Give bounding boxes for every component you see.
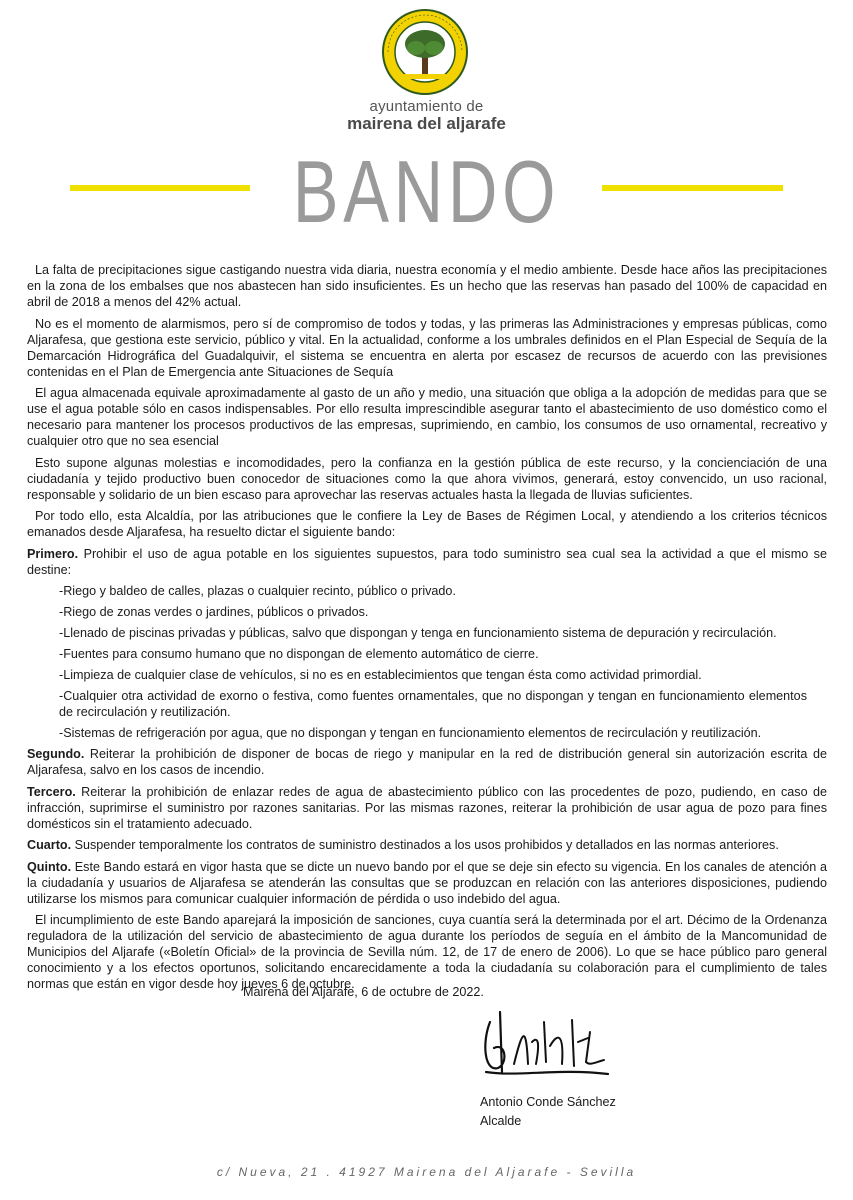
list-item: -Llenado de piscinas privadas y públicas, salvo que dispongan y tenga en funcionamiento sistema de depuración y recirculación. xyxy=(59,626,777,640)
article-label: Cuarto. xyxy=(27,838,72,852)
handwritten-signature xyxy=(478,1002,618,1087)
paragraph-4: Esto supone algunas molestias e incomodidades, pero la confianza en la gestión pública de este recurso, y la concienciación de una ciudadanía y tejido productivo buen conocedor de situaciones como la que ahora vivimos, generará, estoy convencido, un uso racional, responsable y solidario de un bien escaso para aprovechar las reservas actuales hasta la llegada de lluvias suficientes. xyxy=(27,455,827,502)
article-text: Reiterar la prohibición de disponer de bocas de riego y manipular en la red de distribución general sin autorización escrita de Aljarafesa, salvo en los casos de incendio. xyxy=(27,747,827,777)
article-cuarto xyxy=(27,837,827,853)
signer-block xyxy=(480,1093,616,1131)
article-text: Prohibir el uso de agua potable en los siguientes supuestos, para todo suministro sea cual sea la actividad a que el mismo se destine: xyxy=(27,546,827,577)
article-text: Suspender temporalmente los contratos de suministro destinados a los usos prohibidos y detallados en las normas anteriores. xyxy=(71,838,779,852)
list-item: -Limpieza de cualquier clase de vehículos, si no es en establecimientos que tengan ésta como actividad primordial. xyxy=(59,668,702,682)
article-quinto xyxy=(27,859,827,907)
date-line: Mairena del Aljarafe, 6 de octubre de 2022. xyxy=(243,985,484,999)
document-body xyxy=(27,262,827,998)
list-item: -Fuentes para consumo humano que no dispongan de elemento automático de cierre. xyxy=(59,647,539,661)
list-item: -Cualquier otra actividad de exorno o festiva, como fuentes ornamentales, que no dispongan y tengan en funcionamiento elementos de recirculación y reutilización. xyxy=(59,689,807,719)
article-primero xyxy=(27,546,827,578)
org-name-line2: mairena del aljarafe xyxy=(347,114,506,133)
article-label: Quinto. xyxy=(27,859,72,874)
paragraph-final: El incumplimiento de este Bando aparejará la imposición de sanciones, cuya cuantía será la determinada por el art. Décimo de la Ordenanza reguladora de la utilización del servicio de abastecimiento de agua durante los períodos de seguía en el ámbito de la Mancomunidad de Municipios del Aljarafe («Boletín Oficial» de la provincia de Sevilla núm. 12, de 17 de enero de 2006). Lo que se hace público paro general conocimiento y a los efectos oportunos, solicitando encarecidamente a toda la ciudadanía su colaboración para el cumplimiento de tales normas que están en vigor desde hoy jueves 6 de octubre. xyxy=(27,913,827,991)
paragraph-5: Por todo ello, esta Alcaldía, por las atribuciones que le confiere la Ley de Bases de Régimen Local, y atendiendo a los criterios técnicos emanados desde Aljarafesa, ha resuelto dictar el siguiente bando: xyxy=(27,509,827,539)
municipal-crest-logo xyxy=(382,8,468,96)
paragraph-2: No es el momento de alarmismos, pero sí de compromiso de todos y todas, y las primeras las Administraciones y empresas públicas, como Aljarafesa, que gestiona este servicio, público y vital. En la actualidad, conforme a los umbrales definidos en el Plan Especial de Sequía de la Demarcación Hidrográfica del Guadalquivir, el sistema se encuentra en alerta por escasez de recursos de acuerdo con las previsiones contenidas en el Plan de Emergencia ante Situaciones de Sequía xyxy=(27,316,827,379)
article-label: Tercero. xyxy=(27,784,76,799)
org-name-line1: ayuntamiento de xyxy=(369,98,484,115)
list-item: -Riego y baldeo de calles, plazas o cualquier recinto, público o privado. xyxy=(59,584,456,598)
paragraph-3: El agua almacenada equivale aproximadamente al gasto de un año y medio, una situación que obliga a la adopción de medidas para que se use el agua potable sólo en casos indispensables. Por ello resulta imprescindible asegurar tanto el abastecimiento de uso doméstico como el necesario para mantener los procesos productivos de las empresas, suprimiendo, en cambio, los consumos de uso ornamental, recreativo y cualquier otro que no sea esencial xyxy=(27,386,827,448)
article-text: Reiterar la prohibición de enlazar redes de agua de abastecimiento público con las procedentes de pozo, pudiendo, en caso de infracción, suprimirse el suministro por razones sanitarias. Por las mismas razones, reiterar la prohibición de usar agua de pozo para fines domésticos sin el tratamiento adecuado. xyxy=(27,784,827,831)
footer-address: c/ Nueva, 21 . 41927 Mairena del Aljarafe - Sevilla xyxy=(216,1165,637,1179)
article-label: Segundo. xyxy=(27,747,85,761)
article-tercero xyxy=(27,784,827,832)
list-item: -Riego de zonas verdes o jardines, públicos o privados. xyxy=(59,605,369,619)
signer-name: Antonio Conde Sánchez xyxy=(480,1095,616,1109)
header xyxy=(0,0,853,255)
list-item: -Sistemas de refrigeración por agua, que no dispongan y tengan en funcionamiento elementos de recirculación y reutilización. xyxy=(59,726,762,740)
article-label: Primero. xyxy=(27,546,79,561)
paragraph-1: La falta de precipitaciones sigue castigando nuestra vida diaria, nuestra economía y el medio ambiente. Desde hace años las precipitaciones en la zona de los embalses que nos abastecen han sido insuficientes. Es un hecho que las reservas han pasado del 100% de capacidad en abril de 2018 a menos del 42% actual. xyxy=(27,263,827,309)
page-title: BANDO xyxy=(292,142,561,241)
article-text: Este Bando estará en vigor hasta que se dicte un nuevo bando por el que se deje sin efecto su vigencia. En los canales de atención a la ciudadanía y usuarios de Aljarafesa se atenderán las consultas que se produzcan en relación con las anteriores disposiciones, pudiendo utilizarse los mismos para comunicar cualquier información de pérdida o uso indebido del agua. xyxy=(27,859,827,906)
article-segundo xyxy=(27,746,827,778)
signer-role: Alcalde xyxy=(480,1114,522,1128)
